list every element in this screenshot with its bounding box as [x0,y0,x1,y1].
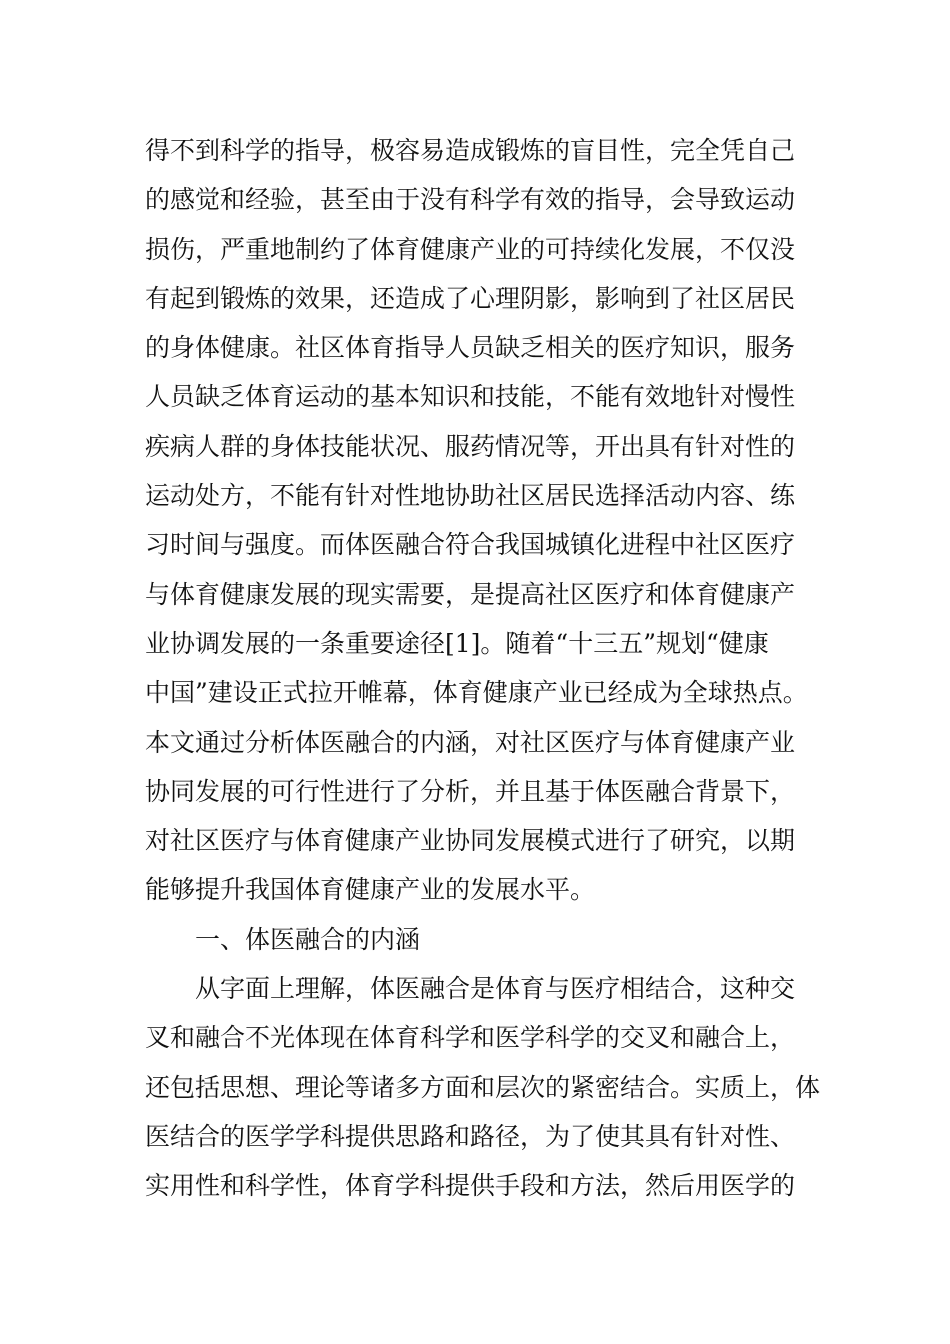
paragraph-line: 疾病人群的身体技能状况、服药情况等，开出具有针对性的 [145,431,796,461]
paragraph-line: 习时间与强度。而体医融合符合我国城镇化进程中社区医疗 [145,530,796,560]
paragraph-line: 的感觉和经验，甚至由于没有科学有效的指导，会导致运动 [145,185,796,215]
paragraph-line: 对社区医疗与体育健康产业协同发展模式进行了研究，以期 [145,826,796,856]
paragraph-line: 实用性和科学性，体育学科提供手段和方法，然后用医学的 [145,1171,796,1201]
paragraph-line: 业协调发展的一条重要途径[1]。随着“十三五”规划“健康 [145,628,769,658]
paragraph-line: 能够提升我国体育健康产业的发展水平。 [145,875,596,905]
section-heading: 一、体医融合的内涵 [195,924,421,954]
paragraph-line: 运动处方，不能有针对性地协助社区居民选择活动内容、练 [145,481,796,511]
paragraph-line: 损伤，严重地制约了体育健康产业的可持续化发展，不仅没 [145,234,796,264]
paragraph-line: 的身体健康。社区体育指导人员缺乏相关的医疗知识，服务 [145,333,796,363]
paragraph-line: 还包括思想、理论等诸多方面和层次的紧密结合。实质上，体 [145,1072,821,1102]
paragraph-line: 医结合的医学学科提供思路和路径，为了使其具有针对性、 [145,1121,796,1151]
paragraph-line: 与体育健康发展的现实需要，是提高社区医疗和体育健康产 [145,579,796,609]
paragraph-line: 人员缺乏体育运动的基本知识和技能，不能有效地针对慢性 [145,382,796,412]
paragraph-line: 有起到锻炼的效果，还造成了心理阴影，影响到了社区居民 [145,283,796,313]
paragraph-line: 得不到科学的指导，极容易造成锻炼的盲目性，完全凭自己 [145,136,796,165]
document-body [145,126,825,1211]
paragraph-line: 中国”建设正式拉开帷幕，体育健康产业已经成为全球热点。 [145,678,808,708]
paragraph-line: 叉和融合不光体现在体育科学和医学科学的交叉和融合上， [145,1023,796,1053]
paragraph-line: 从字面上理解，体医融合是体育与医疗相结合，这种交 [195,974,796,1004]
paragraph-line: 本文通过分析体医融合的内涵，对社区医疗与体育健康产业 [145,727,796,757]
paragraph-line: 协同发展的可行性进行了分析，并且基于体医融合背景下， [145,776,796,806]
